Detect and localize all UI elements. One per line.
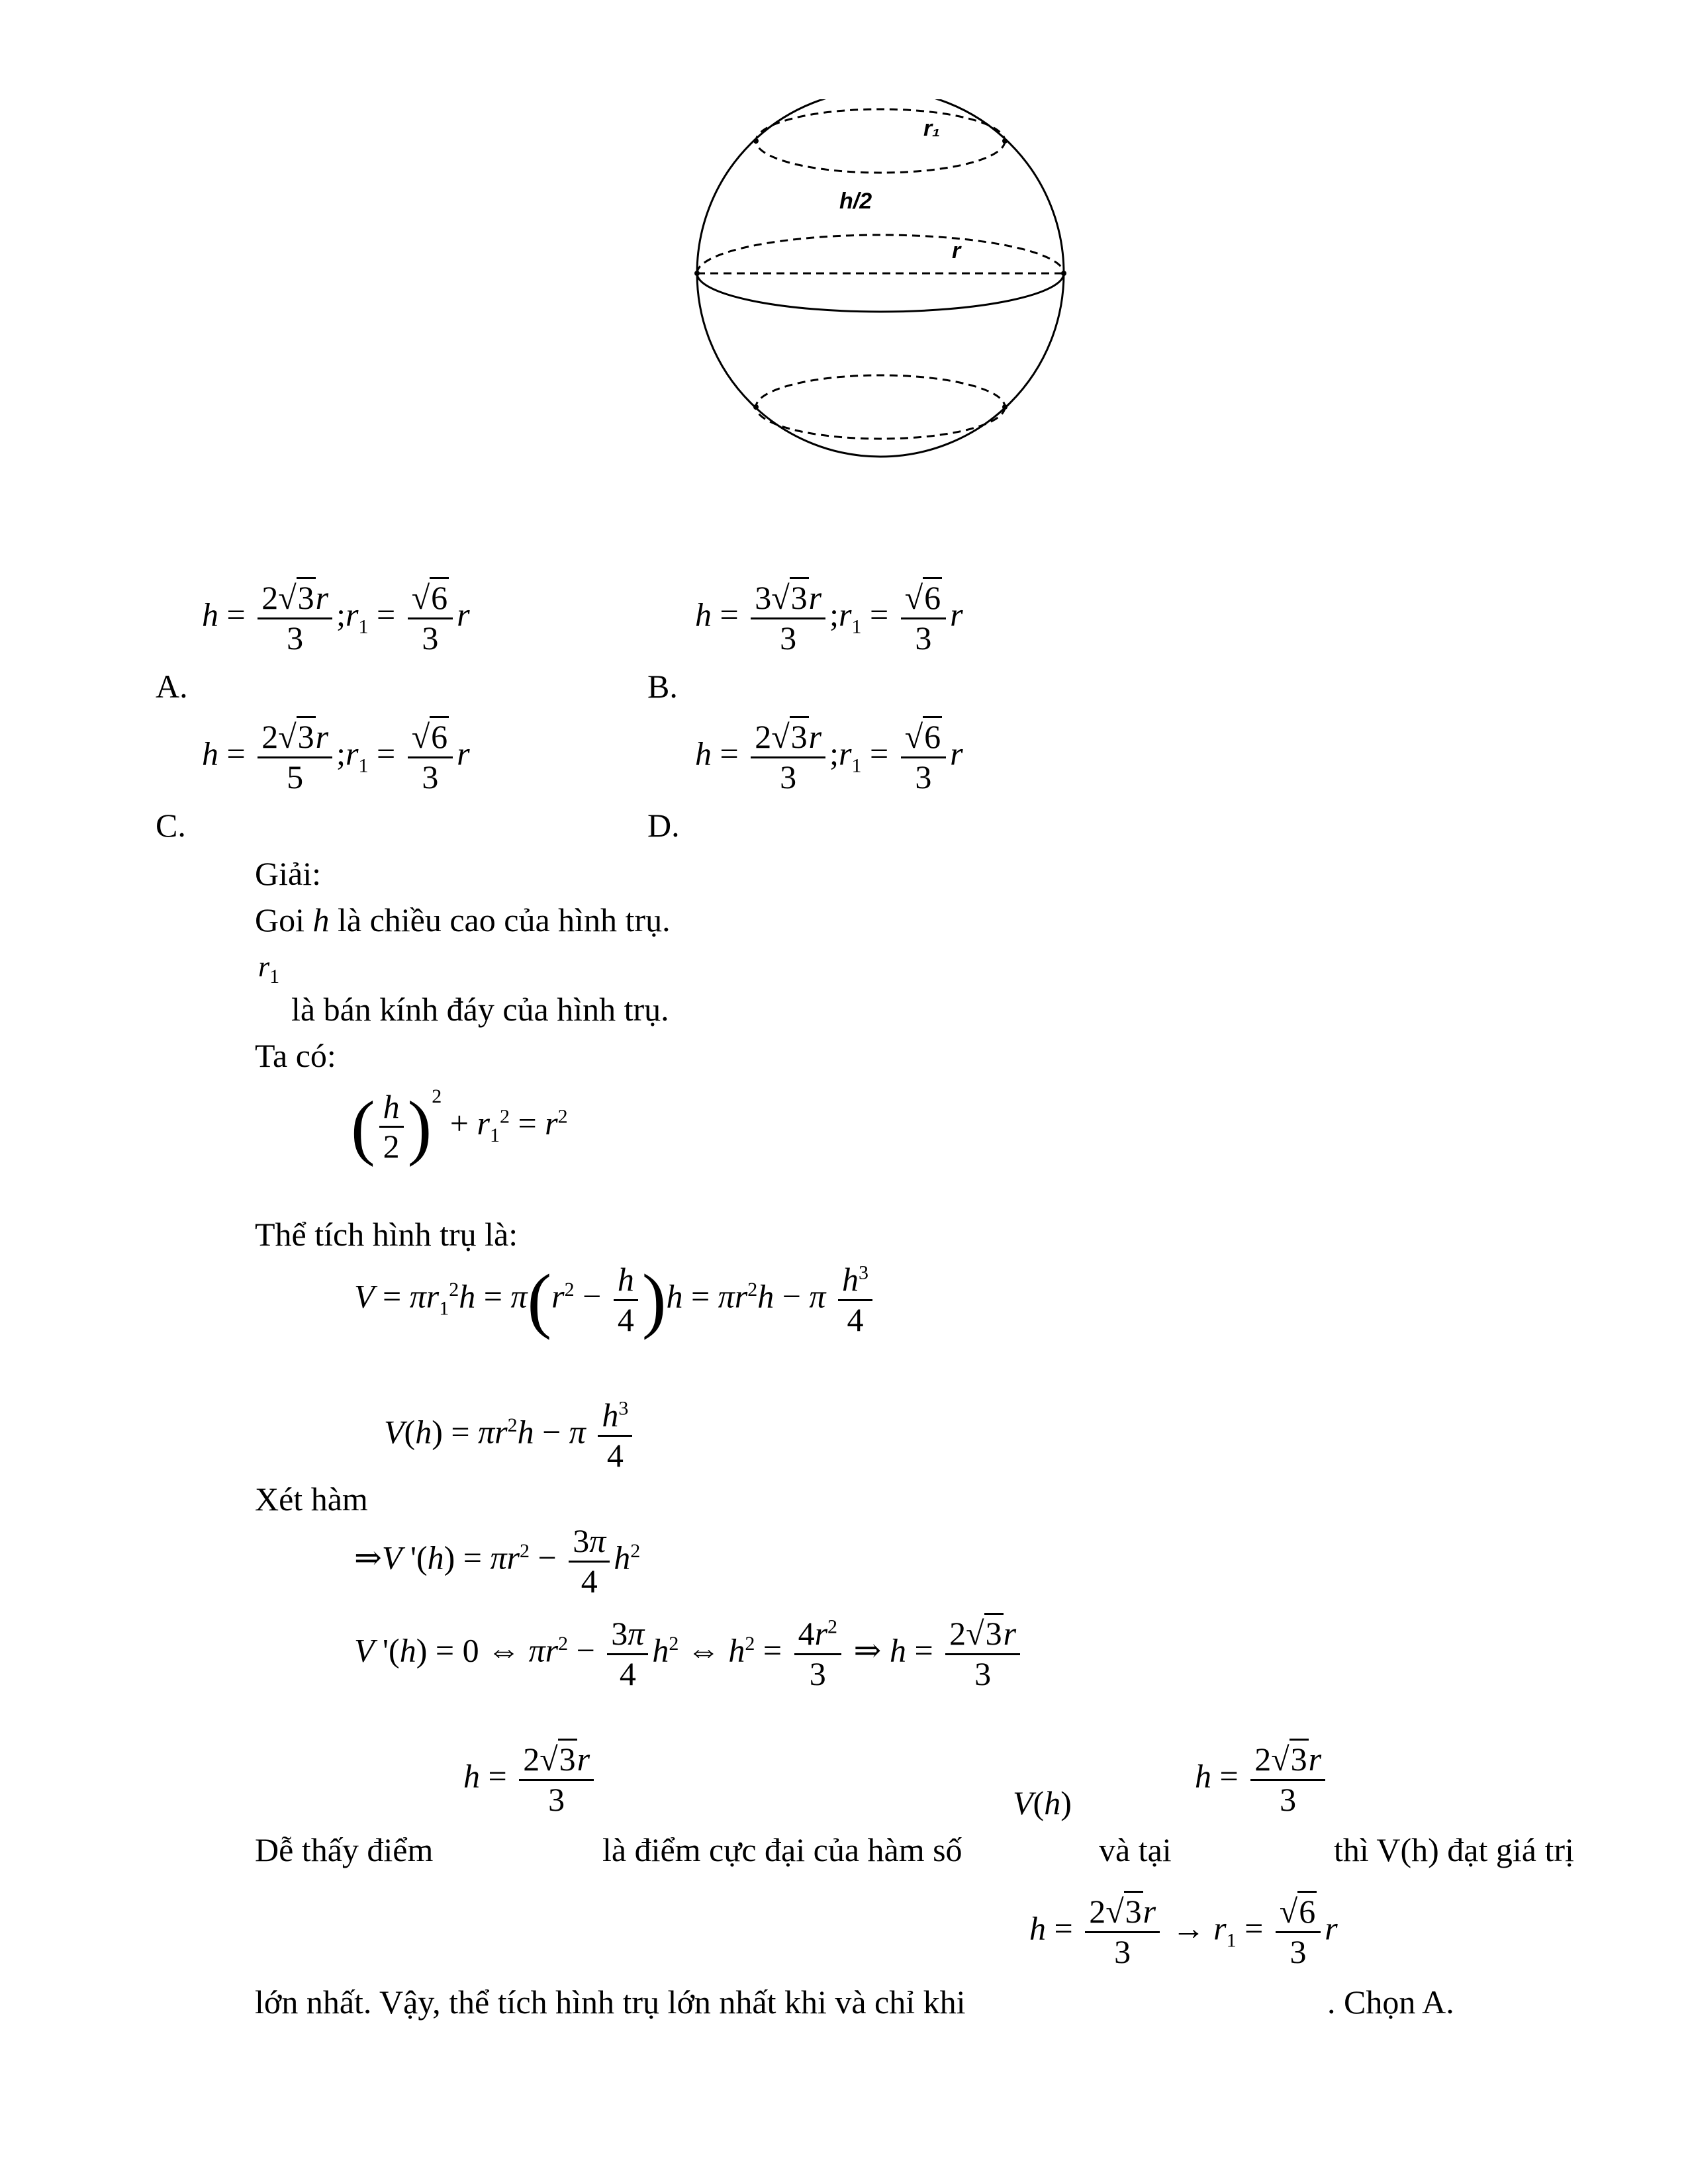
derivative: ⇒V '$(h) = \pi r^2$ − $\frac{3\pi}{4}$ $h^2$ — [354, 1522, 641, 1600]
solution-heading: Giải: — [255, 855, 321, 892]
pythagoras-equation: ( $\frac{h}{2}$ )$^2 + r_1^2 = r^2$ — [351, 1085, 568, 1167]
sphere-cylinder-figure — [688, 99, 1072, 470]
option-d-letter[interactable]: D. — [647, 807, 680, 844]
label-h-half: h/2 — [839, 189, 872, 214]
r1-symbol: $r_1$ — [258, 950, 280, 987]
option-b-formula: h = $\frac{3√3r}{3}$ $;r_1$ = $\frac{√6}{3}$ r — [695, 579, 963, 657]
at-point-formula: h = $\frac{2√3r}{3}$ — [1195, 1741, 1329, 1819]
solution-line-7b: . Chọn A. — [1327, 1983, 1454, 2021]
option-a-formula: h = $\frac{2√3r}{3}$ $;r_1$ = $\frac{√6}{3}$ r — [202, 579, 470, 657]
max-point-formula: h = $\frac{2√3r}{3}$ — [463, 1741, 598, 1819]
solution-line-6a: Dễ thấy điểm — [255, 1831, 434, 1868]
solution-line-6d: thì V(h) đạt giá trị — [1334, 1831, 1574, 1868]
solution-line-5: Xét hàm — [255, 1480, 368, 1518]
volume-function: $V(h) = \pi r^2h - \pi$ $\frac{h^3}{4}$ — [384, 1396, 636, 1475]
solution-line-7a: lớn nhất. Vậy, thể tích hình trụ lớn nhất khi và chỉ khi — [255, 1983, 966, 2021]
solution-line-3: Ta có: — [255, 1037, 336, 1074]
critical-point: V '(h) = 0 ⇔ $\pi r^2$ − $\frac{3\pi}{4}$ $h^2$ ⇔ $h^2$ = $\frac{4r^2}{3}$ ⇒ h = $\frac{2√3r}{3}$ — [354, 1615, 1024, 1693]
solution-line-6b: là điểm cực đại của hàm số — [602, 1831, 962, 1868]
option-b-letter[interactable]: B. — [647, 668, 678, 705]
option-d-formula: h = $\frac{2√3r}{3}$ $;r_1$ = $\frac{√6}{3}$ r — [695, 718, 963, 796]
volume-expansion: $V = \pi r_1^2h = \pi(r^2$ − $\frac{h}{4}$ )$h = \pi r^2h - \pi$ $\frac{h^3}{4}$ — [354, 1261, 876, 1339]
label-r1: r₁ — [923, 116, 941, 141]
option-a-letter[interactable]: A. — [156, 668, 188, 705]
solution-line-2: là bán kính đáy của hình trụ. — [291, 991, 669, 1028]
solution-line-6c: và tại — [1099, 1831, 1172, 1868]
vh-symbol: V(h) — [1013, 1784, 1072, 1821]
solution-line-4: Thể tích hình trụ là: — [255, 1216, 518, 1253]
solution-line-1: Goi h là chiều cao của hình trụ. — [255, 901, 671, 938]
final-result-formula: h = $\frac{2√3r}{3}$ → $r_1$ = $\frac{√6}{3}$ r — [1029, 1893, 1338, 1971]
label-r: r — [952, 238, 961, 263]
option-c-formula: h = $\frac{2√3r}{5}$ $;r_1$ = $\frac{√6}{3}$ r — [202, 718, 470, 796]
option-c-letter[interactable]: C. — [156, 807, 186, 844]
